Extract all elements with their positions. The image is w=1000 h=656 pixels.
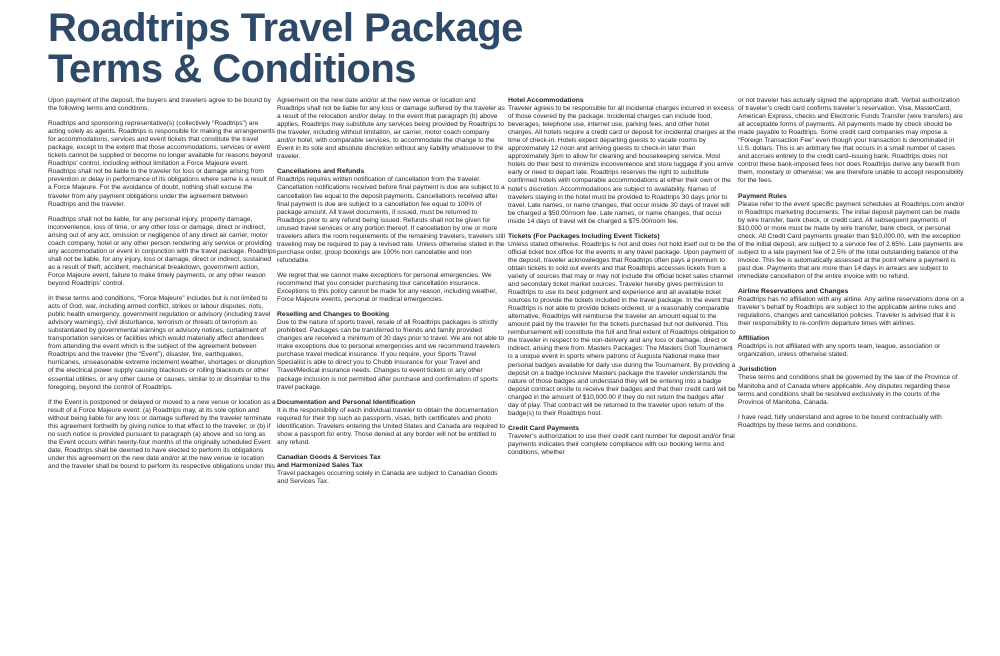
section-text: Roadtrips requires written notification of cancellation from the traveler. Cancellation notifications received before final payment is due are subject to a cancellation fee equal to the deposit payments. Cancellations received after final payment is due are subject to a cancellation fee equal to 100% of package amount. All travel documents, if issued, must be returned to Roadtrips prior to any refund being issued. Refunds shall not be given for unused travel services or any portion thereof. If cancellation by one or more travelers alters the room requirements of the remaining travelers, travelers still traveling may be required to pay a revised rate. Unless otherwise stated in the purchase order, group bookings are 100% non cancelable and non refundable. [277,176,505,264]
column-3 [508,97,736,464]
section-text: Roadtrips has no affiliation with any airline. Any airline reservations done on a traveler’s behalf by Roadtrips are subject to the applicable airline rules and regulations, changes and cancellation policies. Traveler is advised that it is their responsibility to re-confirm departure times with airlines. [738,296,965,328]
section-text: Traveler agrees to be responsible for all incidental charges incurred in excess of those covered by the package. Incidental charges can include food, beverages, telephone use, internet use, parking fees, and other hotel charges. All hotels require a credit card or deposit for incidental charges at the time of check-in. Hotels expect departing guests to vacate rooms by approximately 12 noon and arriving guests to check-in later than approximately 3pm to allow for cleaning and housekeeping service. Most hotels do their best to minimize inconvenience and store luggage if you arrive early or need to depart late. Roadtrips reserves the right to substitute confirmed hotels with comparable accommodations at either their own or the hotel’s discretion. Accommodations are subject to availability. Names of travelers staying in the hotel must be provided to Roadtrips 30 days prior to travel. Late names, or name changes, that occur inside 30 days of travel will be charged a $50.00/room fee. Late names, or name changes, that occur inside 14 days of travel will be charged a $75.00/room fee. [508,105,736,225]
section-text: Traveler’s authorization to use their credit card number for deposit and/or final payments indicates their complete compliance with our booking terms and conditions, whether [508,432,735,456]
page-title [48,8,523,90]
section-heading: Hotel Accommodations [508,97,584,104]
credit-card-continued-paragraph: or not traveler has actually signed the appropriate draft. Verbal authorization of traveler’s credit card confirms traveler’s reservation. Visa, MasterCard, American Express, checks and Electronic Funds Transfer (wire transfers) are all acceptable forms of payments. All payments made by check should be made payable to Roadtrips. Some credit card companies may impose a “Foreign Transaction Fee” even though your transaction is denominated in U.S. dollars. This is an arbitrary fee that occurs in a small number of cases and accrues entirely to the credit card–issuing bank. Roadtrips does not control these bank-imposed fees nor does Roadtrips derive any benefit from them, monetary or otherwise; we are therefore unable to accept responsibility for the fees. [738,97,964,185]
agents-paragraph: Roadtrips and sponsoring representative(s) (collectively “Roadtrips”) are acting solely as agents. Roadtrips is responsible for making the arrangements for accommodations, services and event tickets that constitute the travel package, except to the extent that those accommodations, services or event tickets cannot be supplied or become no longer available for reasons beyond Roadtrips’ control, including without limitation a Force Majeure event. Roadtrips shall not be liable to the traveler for loss or damage arising from prevention or delay in performance of its obligations where same is a result of a Force Majeure. For the avoidance of doubt, nothing shall excuse the traveler from any payment obligations under the agreement between Roadtrips and the traveler. [48,120,275,208]
section-reselling [277,311,505,391]
section-credit-card [508,425,736,457]
section-heading: Tickets (For Packages Including Event Tickets) [508,232,660,240]
section-jurisdiction [738,366,966,406]
section-tax [277,454,505,486]
section-text: These terms and conditions shall be governed by the law of the Province of Manitoba and of Canada where applicable. Any disputes regarding these terms and conditions shall be resolved exclusively in the courts of the Province of Manitoba, Canada. [738,374,958,406]
agreement-statement: I have read, fully understand and agree to be bound contractually with Roadtrips by these terms and conditions. [738,413,942,429]
column-1 [48,97,276,478]
section-hotel [508,97,736,226]
section-heading: Reselling and Changes to Booking [277,311,390,319]
tax-heading-line-1: Canadian Goods & Services Tax [277,453,381,461]
intro-paragraph: Upon payment of the deposit, the buyers and travelers agree to be bound by the following terms and conditions. [48,97,271,113]
force-majeure-paragraph: In these terms and conditions, “Force Majeure” includes but is not limited to acts of God, war, including armed conflict, strikes or labour disputes, riots, public health emergency, government regulation or advisory (including travel advisory warnings), civil disturbance, terrorism or threats of terrorism as substantiated by governmental warnings or advisory notices, curtailment of transportation services or facilities which would materially affect attendees from attending the event which is the subject of the agreement between Roadtrips and the traveler (the “Event”), disaster, fire, earthquakes, hurricanes, unseasonable extreme inclement weather, shortages or disruption of the electrical power supply causing blackouts or rolling blackouts or other essential utilities, or any other cause or causes, similar to or dissimilar to the foregoing, beyond the control of Roadtrips. [48,295,275,391]
section-cancellations [277,168,505,265]
column-4 [738,97,966,437]
section-text: Travel packages occurring solely in Canada are subject to Canadian Goods and Services Tax. [277,469,498,486]
relocation-paragraph: Agreement on the new date and/or at the new venue or location and Roadtrips shall not be liable for any loss or damage suffered by the traveler as a result of the relocation and/or delay. In the event that paragraph (b) above applies, Roadtrips may substitute any services being provided by Roadtrips to the traveler, including without limitation, air carrier, motor coach company and/or hotel, with comparable services, to accommodate the change to the Event in its sole and absolute discretion without any liability whatsoever to the traveler. [277,97,505,161]
section-heading: Documentation and Personal Identification [277,398,416,406]
section-heading: Cancellations and Refunds [277,168,365,176]
tax-heading-line-2: and Harmonized Sales Tax [277,461,363,469]
section-text: Due to the nature of sports travel, resale of all Roadtrips packages is strictly prohibited. Packages can be transferred to friends and family provided changes are received a minimum of 30 days prior to travel. We are not able to make exceptions due to personal emergencies and we recommend travelers purchase travel medical insurance. If you require, your Sports Travel Specialist is able to direct you to Chubb Insurance for your Travel and Travel/Medical insurance needs. Changes to event tickets or any other package inclusion is not permitted after purchase and confirmation of sports travel package. [277,319,505,391]
section-heading [277,454,505,470]
section-text: Unless stated otherwise, Roadtrips is not and does not hold itself out to be the official ticket box office for the events in any travel package. Upon payment of the deposit, traveler acknowledges that Roadtrips often pays a premium to obtain tickets to sold out events and that Roadtrips accesses tickets from a variety of sources that may or may not include the official ticket sales channel and secondary ticket market sources. Traveler hereby gives permission to Roadtrips to use its best judgment and experience and all available ticket sources to provide the tickets included in the travel package. In the event that Roadtrips is not able to provide tickets ordered, or a reasonably comparable alternative, Roadtrips will reimburse the traveler an amount equal to the amount paid by the traveler for the tickets purchased but not delivered. This reimbursement will constitute the full and final extent of Roadtrips obligation to the traveler in respect to the non-delivery and any loss or damage, direct or indirect, arising there from. Masters Packages: The Masters Golf Tournament is a unique event in sports where patrons of Augusta National make their personal badges available for daily use during the Tournament. By providing a deposit on a badge inclusive Masters package the traveler understands the nature of those badges and understand they will be entering into a badge deposit contract onsite to receive their badges and that their credit card will be charged in the amount of $10,000.00 if they do not return the badges after day of play. That contract will be returned to the traveler upon return of the badge(s) to their Roadtrips host. [508,240,736,417]
section-heading: Payment Rules [738,192,787,200]
section-text: Roadtrips is not affiliated with any sports team, league, association or organization, unless otherwise stated. [738,343,941,359]
regret-paragraph: We regret that we cannot make exceptions for personal emergencies. We recommend that you consider purchasing tour cancellation insurance. Exceptions to this policy cannot be made for any reason, including weather, Force Majeure events, personal or medical emergencies. [277,271,497,304]
section-tickets [508,233,736,418]
section-text: Please refer to the event specific payment schedules at Roadtrips.com and/or in Roadtrips marketing documents. The initial deposit payment can be made by wire transfer, bank check, or credit card. All subsequent payments of $10,000 or more must be made by wire transfer, bank check, or personal check. All Credit Card payments greater than $10,000.00, with the exception of the initial deposit, are subject to a service fee of 2.65%. Late payments are subject to a late payment fee of 2.5% of the total outstanding balance of the invoice. This fee is automatically assessed at the point where a payment is past due. Payments that are more than 14 days in arrears are subject to immediate cancellation of the entire invoice with no refund. [738,200,965,280]
column-2 [277,97,505,493]
section-affiliation [738,335,966,359]
title-line-2: Terms & Conditions [48,47,417,91]
section-heading: Jurisdiction [738,366,777,374]
liability-paragraph: Roadtrips shall not be liable, for any personal injury, property damage, inconvenience, loss of time, or any other loss or damage, direct or indirect, arising out of any act, omission or negligence of any direct air carrier, motor coach company, hotel or any other person rendering any service or providing any accommodation or event in conjunction with the travel package. Roadtrips shall not be liable, for any injury, loss or damage, direct or indirect, sustained as a result of theft, accident, mechanical breakdown, government action, Force Majeure event, failure to make timely payments, or any other reason beyond Roadtrips’ control. [48,215,276,287]
section-payment-rules [738,193,966,282]
section-heading: Affiliation [738,335,770,343]
section-text: It is the responsibility of each individual traveler to obtain the documentation required for their trip such as passports, visas, birth certificates and photo identification. Travelers entering the United States and Canada are required to show a passport for entry. Those denied at any border will not be entitled to any refund. [277,406,505,446]
section-airline [738,288,966,328]
postponement-paragraph: If the Event is postponed or delayed or moved to a new venue or location as a result of a Force Majeure event: (a) Roadtrips may, at its sole option and without being liable for any loss or damage suffered by the traveler terminate this agreement forthwith by giving notice to that effect to the traveler; or (b) if no such notice is provided pursuant to paragraph (a) above and so long as the Event occurs within twenty-four months of the originally scheduled Event date, Roadtrips shall be deemed to have elected to perform its obligations under this agreement on the new date and/or at the new venue or location and the traveler shall be bound to perform its respective obligations under this [48,398,276,470]
title-line-1: Roadtrips Travel Package [48,6,523,50]
section-heading: Airline Reservations and Changes [738,288,849,296]
section-documentation [277,399,505,447]
section-heading: Credit Card Payments [508,424,580,432]
